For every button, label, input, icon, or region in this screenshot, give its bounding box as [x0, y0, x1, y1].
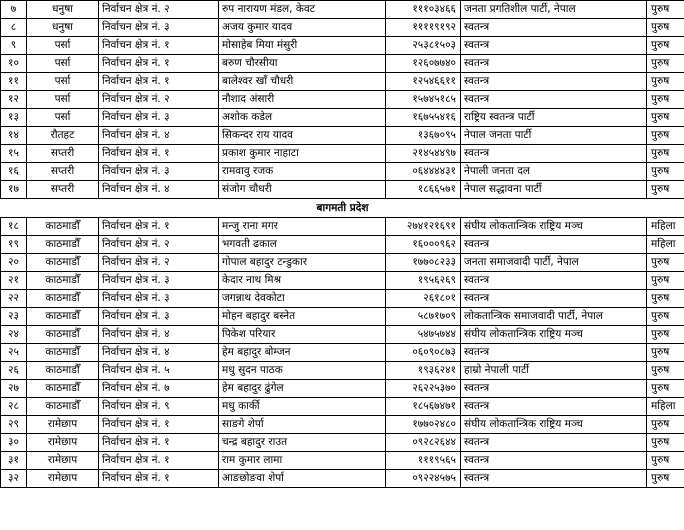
district-cell: पर्सा [27, 37, 99, 55]
serial-number-cell: २३ [1, 308, 27, 326]
number-cell: ०६४४४४३१ [386, 163, 461, 181]
section-title: बागमती प्रदेश [1, 199, 684, 218]
table-row [1, 109, 684, 127]
serial-number-cell: १३ [1, 109, 27, 127]
gender-cell: पुरुष [647, 290, 684, 308]
gender-cell: पुरुष [647, 380, 684, 398]
serial-number-cell: २७ [1, 380, 27, 398]
party-cell: जनता प्रगतिशील पार्टी, नेपाल [461, 1, 647, 19]
serial-number-cell: १५ [1, 145, 27, 163]
serial-number-cell: २२ [1, 290, 27, 308]
district-cell: काठमाडौँ [27, 218, 99, 236]
constituency-cell: निर्वाचन क्षेत्र नं. ९ [99, 398, 219, 416]
constituency-cell: निर्वाचन क्षेत्र नं. ३ [99, 109, 219, 127]
number-cell: ०९२२४५७५ [386, 470, 461, 488]
district-cell: काठमाडौँ [27, 362, 99, 380]
district-cell: काठमाडौँ [27, 236, 99, 254]
candidate-name-cell: चन्द्र बहादुर राउत [219, 434, 386, 452]
constituency-cell: निर्वाचन क्षेत्र नं. ३ [99, 163, 219, 181]
number-cell: ११११९१९२ [386, 19, 461, 37]
table-row [1, 163, 684, 181]
constituency-cell: निर्वाचन क्षेत्र नं. १ [99, 434, 219, 452]
constituency-cell: निर्वाचन क्षेत्र नं. १ [99, 73, 219, 91]
gender-cell: पुरुष [647, 127, 684, 145]
district-cell: सप्तरी [27, 163, 99, 181]
candidate-name-cell: बरुण चौरसीया [219, 55, 386, 73]
constituency-cell: निर्वाचन क्षेत्र नं. १ [99, 55, 219, 73]
number-cell: १७७०८२३३ [386, 254, 461, 272]
district-cell: काठमाडौँ [27, 398, 99, 416]
gender-cell: महिला [647, 398, 684, 416]
constituency-cell: निर्वाचन क्षेत्र नं. ७ [99, 380, 219, 398]
district-cell: काठमाडौँ [27, 380, 99, 398]
table-row [1, 19, 684, 37]
gender-cell: पुरुष [647, 326, 684, 344]
table-row [1, 254, 684, 272]
gender-cell: पुरुष [647, 344, 684, 362]
serial-number-cell: २६ [1, 362, 27, 380]
serial-number-cell: २९ [1, 416, 27, 434]
candidate-name-cell: रामवावु रजक [219, 163, 386, 181]
section-header-row [1, 199, 684, 218]
candidate-name-cell: हेम बहादुर बोम्जन [219, 344, 386, 362]
serial-number-cell: १४ [1, 127, 27, 145]
gender-cell: पुरुष [647, 308, 684, 326]
constituency-cell: निर्वाचन क्षेत्र नं. ४ [99, 344, 219, 362]
table-row [1, 91, 684, 109]
party-cell: स्वतन्त्र [461, 344, 647, 362]
party-cell: स्वतन्त्र [461, 272, 647, 290]
table-row [1, 37, 684, 55]
table-row [1, 145, 684, 163]
table-row [1, 434, 684, 452]
table-row [1, 326, 684, 344]
district-cell: रामेछाप [27, 470, 99, 488]
table-row [1, 127, 684, 145]
number-cell: १११९५६५ [386, 452, 461, 470]
table-row [1, 308, 684, 326]
constituency-cell: निर्वाचन क्षेत्र नं. २ [99, 254, 219, 272]
party-cell: स्वतन्त्र [461, 434, 647, 452]
constituency-cell: निर्वाचन क्षेत्र नं. १ [99, 218, 219, 236]
number-cell: १९३६२४१ [386, 362, 461, 380]
candidate-name-cell: मोसाहेब मिया मंसुरी [219, 37, 386, 55]
number-cell: १६०००९६२ [386, 236, 461, 254]
serial-number-cell: २४ [1, 326, 27, 344]
constituency-cell: निर्वाचन क्षेत्र नं. १ [99, 416, 219, 434]
constituency-cell: निर्वाचन क्षेत्र नं. २ [99, 1, 219, 19]
gender-cell: पुरुष [647, 452, 684, 470]
constituency-cell: निर्वाचन क्षेत्र नं. २ [99, 236, 219, 254]
district-cell: रामेछाप [27, 416, 99, 434]
party-cell: स्वतन्त्र [461, 19, 647, 37]
number-cell: २७४१२१६९१ [386, 218, 461, 236]
district-cell: धनुषा [27, 1, 99, 19]
constituency-cell: निर्वाचन क्षेत्र नं. ३ [99, 290, 219, 308]
district-cell: पर्सा [27, 91, 99, 109]
table-body-bottom [1, 218, 684, 488]
constituency-cell: निर्वाचन क्षेत्र नं. ४ [99, 127, 219, 145]
gender-cell: पुरुष [647, 163, 684, 181]
gender-cell: पुरुष [647, 91, 684, 109]
serial-number-cell: १८ [1, 218, 27, 236]
gender-cell: महिला [647, 218, 684, 236]
serial-number-cell: ९ [1, 37, 27, 55]
number-cell: १२६०७७४० [386, 55, 461, 73]
gender-cell: पुरुष [647, 272, 684, 290]
number-cell: १८५६७४७१ [386, 398, 461, 416]
serial-number-cell: १० [1, 55, 27, 73]
party-cell: नेपाल सद्धावना पार्टी [461, 181, 647, 199]
party-cell: संघीय लोकतान्त्रिक राष्ट्रिय मञ्च [461, 218, 647, 236]
serial-number-cell: २१ [1, 272, 27, 290]
district-cell: पर्सा [27, 109, 99, 127]
table-row [1, 290, 684, 308]
district-cell: काठमाडौँ [27, 254, 99, 272]
party-cell: स्वतन्त्र [461, 380, 647, 398]
serial-number-cell: ३० [1, 434, 27, 452]
candidate-name-cell: मोहन बहादुर बस्नेत [219, 308, 386, 326]
district-cell: धनुषा [27, 19, 99, 37]
party-cell: संघीय लोकतान्त्रिक राष्ट्रिय मञ्च [461, 416, 647, 434]
party-cell: स्वतन्त्र [461, 37, 647, 55]
number-cell: १११०३४६६ [386, 1, 461, 19]
number-cell: ०६०९०८७३ [386, 344, 461, 362]
party-cell: संघीय लोकतान्त्रिक राष्ट्रिय मञ्च [461, 326, 647, 344]
party-cell: स्वतन्त्र [461, 55, 647, 73]
table-row [1, 272, 684, 290]
table-row [1, 1, 684, 19]
number-cell: ५८७१७०९ [386, 308, 461, 326]
number-cell: २६१८०१ [386, 290, 461, 308]
district-cell: रामेछाप [27, 452, 99, 470]
candidate-name-cell: अजय कुमार यादव [219, 19, 386, 37]
constituency-cell: निर्वाचन क्षेत्र नं. ३ [99, 308, 219, 326]
candidate-name-cell: प्रकाश कुमार नाहाटा [219, 145, 386, 163]
party-cell: नेपाली जनता दल [461, 163, 647, 181]
candidate-name-cell: अशोक कडेल [219, 109, 386, 127]
serial-number-cell: १६ [1, 163, 27, 181]
candidate-name-cell: भगवती ढकाल [219, 236, 386, 254]
candidate-name-cell: पिकेश परियार [219, 326, 386, 344]
district-cell: पर्सा [27, 73, 99, 91]
serial-number-cell: ३२ [1, 470, 27, 488]
candidate-name-cell: मन्जु राना मगर [219, 218, 386, 236]
table-row [1, 344, 684, 362]
gender-cell: पुरुष [647, 416, 684, 434]
serial-number-cell: १९ [1, 236, 27, 254]
table-row [1, 218, 684, 236]
number-cell: १२५४६६११ [386, 73, 461, 91]
party-cell: स्वतन्त्र [461, 452, 647, 470]
number-cell: ०९२८२६४४ [386, 434, 461, 452]
district-cell: काठमाडौँ [27, 272, 99, 290]
party-cell: स्वतन्त्र [461, 290, 647, 308]
district-cell: काठमाडौँ [27, 344, 99, 362]
gender-cell: पुरुष [647, 1, 684, 19]
number-cell: १८६६५७१ [386, 181, 461, 199]
number-cell: १७७०२४८० [386, 416, 461, 434]
gender-cell: पुरुष [647, 55, 684, 73]
constituency-cell: निर्वाचन क्षेत्र नं. ३ [99, 272, 219, 290]
party-cell: लोकतान्त्रिक समाजवादी पार्टी, नेपाल [461, 308, 647, 326]
district-cell: सप्तरी [27, 145, 99, 163]
party-cell: स्वतन्त्र [461, 91, 647, 109]
district-cell: पर्सा [27, 55, 99, 73]
constituency-cell: निर्वाचन क्षेत्र नं. ४ [99, 181, 219, 199]
table-row [1, 416, 684, 434]
district-cell: सप्तरी [27, 181, 99, 199]
candidate-name-cell: साङगे शेर्पा [219, 416, 386, 434]
district-cell: काठमाडौँ [27, 326, 99, 344]
district-cell: रामेछाप [27, 434, 99, 452]
serial-number-cell: ७ [1, 1, 27, 19]
candidate-name-cell: बालेश्वर खाँ चौधरी [219, 73, 386, 91]
party-cell: स्वतन्त्र [461, 398, 647, 416]
gender-cell: पुरुष [647, 362, 684, 380]
gender-cell: पुरुष [647, 181, 684, 199]
constituency-cell: निर्वाचन क्षेत्र नं. २ [99, 91, 219, 109]
gender-cell: पुरुष [647, 434, 684, 452]
number-cell: २१४५४४९७ [386, 145, 461, 163]
candidate-name-cell: गोपाल बहादुर टन्डुकार [219, 254, 386, 272]
candidate-name-cell: राम कुमार लामा [219, 452, 386, 470]
gender-cell: पुरुष [647, 109, 684, 127]
serial-number-cell: १७ [1, 181, 27, 199]
serial-number-cell: ११ [1, 73, 27, 91]
candidate-name-cell: संजोग चौधरी [219, 181, 386, 199]
number-cell: २५३८१५०३ [386, 37, 461, 55]
serial-number-cell: २५ [1, 344, 27, 362]
constituency-cell: निर्वाचन क्षेत्र नं. ४ [99, 326, 219, 344]
candidate-name-cell: आङछोङवा शेर्पा [219, 470, 386, 488]
serial-number-cell: १२ [1, 91, 27, 109]
constituency-cell: निर्वाचन क्षेत्र नं. १ [99, 452, 219, 470]
table-row [1, 452, 684, 470]
table-row [1, 73, 684, 91]
table-row [1, 181, 684, 199]
party-cell: जनता समाजवादी पार्टी, नेपाल [461, 254, 647, 272]
number-cell: १६७५५४१६ [386, 109, 461, 127]
candidate-name-cell: केदार नाथ मिश्र [219, 272, 386, 290]
serial-number-cell: २८ [1, 398, 27, 416]
party-cell: स्वतन्त्र [461, 73, 647, 91]
serial-number-cell: ८ [1, 19, 27, 37]
table-row [1, 470, 684, 488]
number-cell: २६२२५३७० [386, 380, 461, 398]
candidate-name-cell: मधु सुदन पाठक [219, 362, 386, 380]
gender-cell: पुरुष [647, 145, 684, 163]
gender-cell: पुरुष [647, 254, 684, 272]
gender-cell: पुरुष [647, 73, 684, 91]
constituency-cell: निर्वाचन क्षेत्र नं. १ [99, 37, 219, 55]
constituency-cell: निर्वाचन क्षेत्र नं. ५ [99, 362, 219, 380]
number-cell: १३६७०९५ [386, 127, 461, 145]
table-row [1, 398, 684, 416]
number-cell: ५४७५७४४ [386, 326, 461, 344]
constituency-cell: निर्वाचन क्षेत्र नं. ३ [99, 19, 219, 37]
table-row [1, 55, 684, 73]
party-cell: स्वतन्त्र [461, 236, 647, 254]
constituency-cell: निर्वाचन क्षेत्र नं. १ [99, 470, 219, 488]
party-cell: राष्ट्रिय स्वतन्त्र पार्टी [461, 109, 647, 127]
gender-cell: पुरुष [647, 19, 684, 37]
candidate-name-cell: नौशाद अंसारी [219, 91, 386, 109]
table-row [1, 362, 684, 380]
candidate-name-cell: जगन्नाथ देवकोटा [219, 290, 386, 308]
party-cell: स्वतन्त्र [461, 470, 647, 488]
serial-number-cell: २० [1, 254, 27, 272]
number-cell: १५७४५१८५ [386, 91, 461, 109]
table-row [1, 380, 684, 398]
number-cell: १९५६२६९ [386, 272, 461, 290]
gender-cell: महिला [647, 236, 684, 254]
district-cell: रौतहट [27, 127, 99, 145]
constituency-cell: निर्वाचन क्षेत्र नं. १ [99, 145, 219, 163]
party-cell: नेपाल जनता पार्टी [461, 127, 647, 145]
table-body-top [1, 1, 684, 199]
district-cell: काठमाडौँ [27, 290, 99, 308]
candidate-name-cell: रुप नारायण मंडल, केवट [219, 1, 386, 19]
gender-cell: पुरुष [647, 470, 684, 488]
section-header-group [1, 199, 684, 218]
candidate-name-cell: हेम बहादुर ढुंगेल [219, 380, 386, 398]
district-cell: काठमाडौँ [27, 308, 99, 326]
party-cell: हाम्रो नेपाली पार्टी [461, 362, 647, 380]
party-cell: स्वतन्त्र [461, 145, 647, 163]
candidate-name-cell: मधु कार्की [219, 398, 386, 416]
table-row [1, 236, 684, 254]
serial-number-cell: ३१ [1, 452, 27, 470]
candidate-name-cell: सिकन्दर राय यादव [219, 127, 386, 145]
gender-cell: पुरुष [647, 37, 684, 55]
